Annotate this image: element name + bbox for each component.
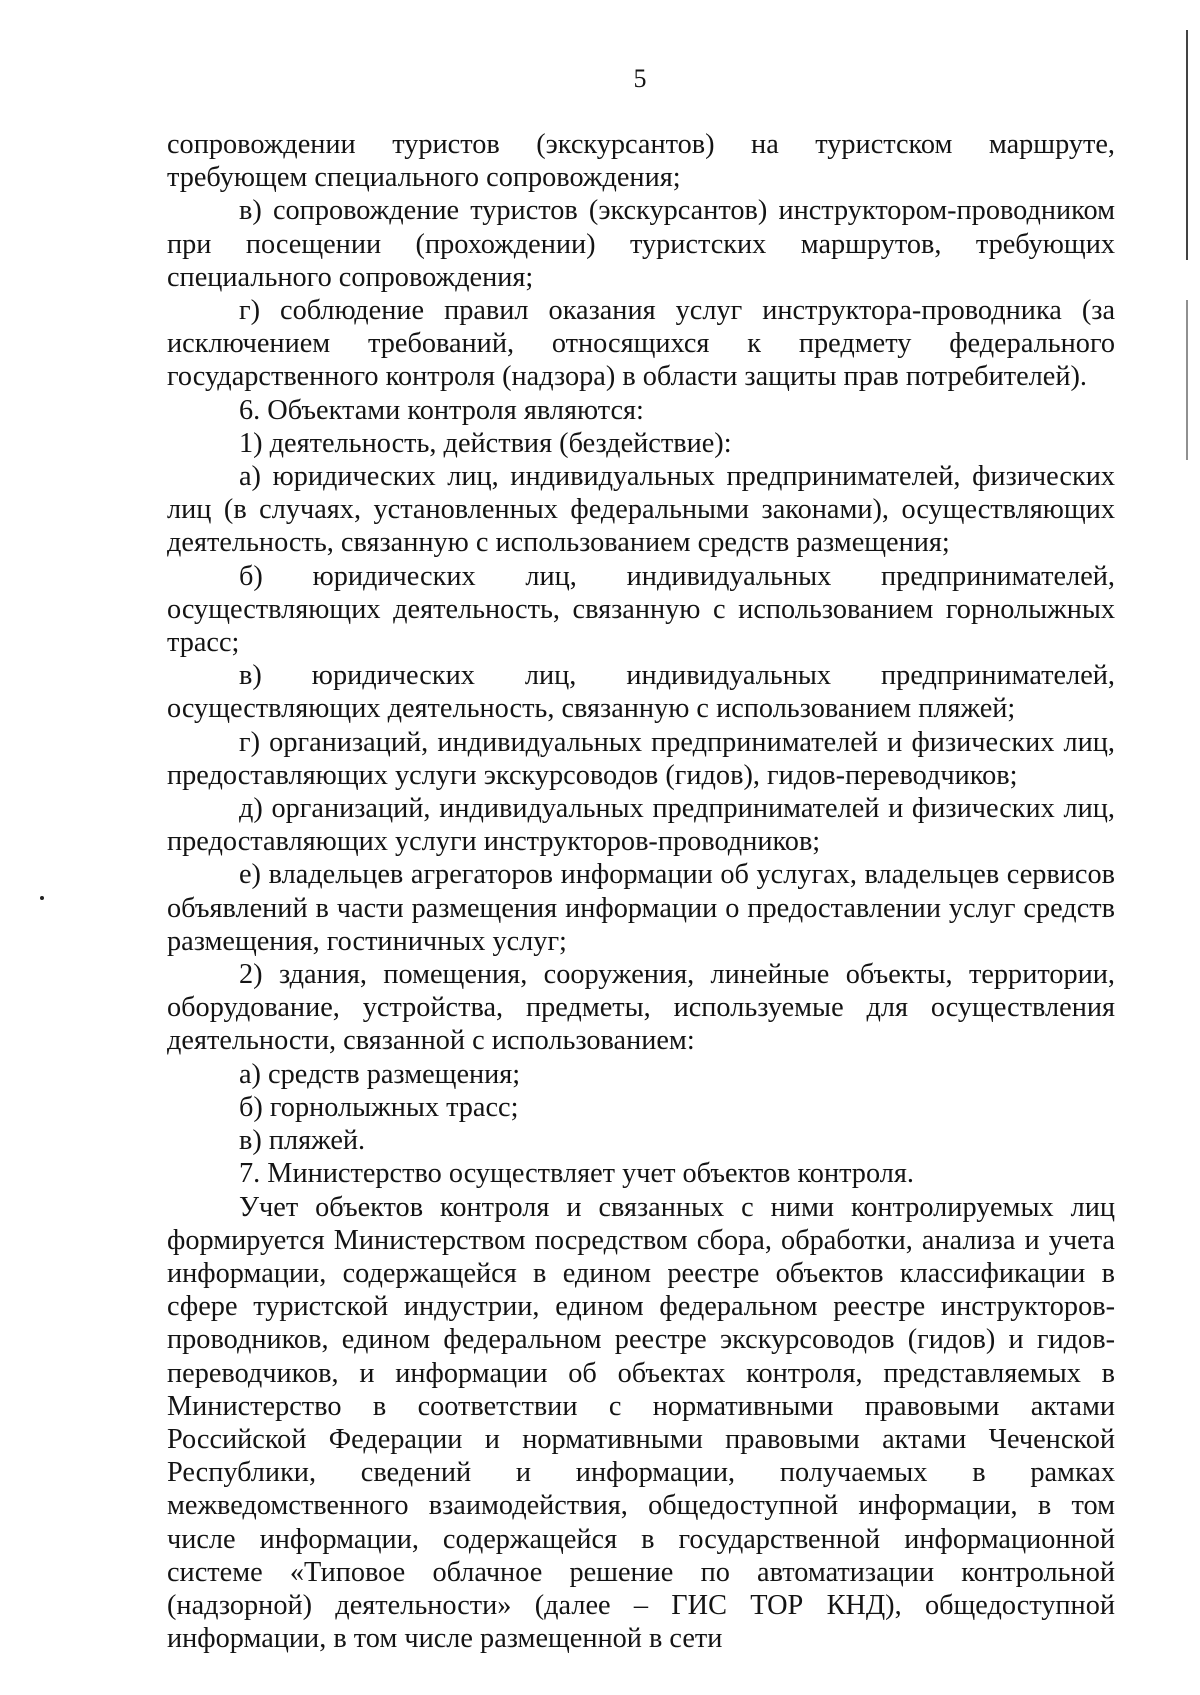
paragraph: в) сопровождение туристов (экскурсантов) инструктором-проводником при посещении (прохождении) туристских маршрутов, требующих специального сопровождения;: [167, 195, 1115, 293]
paragraph: а) средств размещения;: [239, 1058, 521, 1090]
paragraph: 1) деятельность, действия (бездействие):: [239, 427, 732, 459]
scan-edge-mark: [1186, 300, 1188, 460]
paragraph: д) организаций, индивидуальных предпринимателей и физических лиц, предоставляющих услуги инструкторов-проводников;: [167, 793, 1115, 858]
paragraph: 2) здания, помещения, сооружения, линейные объекты, территории, оборудование, устройства, предметы, используемые для осуществления деятельности, связанной с использованием:: [167, 959, 1115, 1057]
document-body: [167, 128, 1115, 1655]
paragraph: г) организаций, индивидуальных предпринимателей и физических лиц, предоставляющих услуги экскурсоводов (гидов), гидов-переводчиков;: [167, 726, 1115, 791]
page-number: 5: [633, 64, 647, 93]
paragraph: в) пляжей.: [239, 1125, 366, 1157]
paragraph: Учет объектов контроля и связанных с ними контролируемых лиц формируется Министерством посредством сбора, обработки, анализа и учета информации, содержащейся в едином реестре объектов классификации в сфере туристской индустрии, едином федеральном реестре инструкторов-проводников, едином федеральном реестре экскурсоводов (гидов) и гидов-переводчиков, и информации об объектах контроля, представляемых в Министерство в соответствии с нормативными правовыми актами Российской Федерации и нормативными правовыми актами Чеченской Республики, сведений и информации, получаемых в рамках межведомственного взаимодействия, общедоступной информации, в том числе информации, содержащейся в государственной информационной системе «Типовое облачное решение по автоматизации контрольной (надзорной) деятельности» (далее – ГИС ТОР КНД), общедоступной информации, в том числе размещенной в сети: [167, 1191, 1115, 1655]
scan-edge-mark: [1186, 30, 1188, 260]
paragraph: б) юридических лиц, индивидуальных предпринимателей, осуществляющих деятельность, связанную с использованием горнолыжных трасс;: [167, 560, 1115, 659]
section-heading: 7. Министерство осуществляет учет объектов контроля.: [239, 1158, 914, 1190]
scan-dot-mark: [40, 896, 44, 900]
paragraph: е) владельцев агрегаторов информации об услугах, владельцев сервисов объявлений в части размещения информации о предоставлении услуг средств размещения, гостиничных услуг;: [167, 859, 1115, 957]
paragraph: в) юридических лиц, индивидуальных предпринимателей, осуществляющих деятельность, связанную с использованием пляжей;: [167, 660, 1115, 725]
paragraph: г) соблюдение правил оказания услуг инструктора-проводника (за исключением требований, относящихся к предмету федерального государственного контроля (надзора) в области защиты прав потребителей).: [167, 295, 1115, 393]
paragraph: а) юридических лиц, индивидуальных предпринимателей, физических лиц (в случаях, установленных федеральными законами), осуществляющих деятельность, связанную с использованием средств размещения;: [167, 461, 1115, 559]
section-heading: 6. Объектами контроля являются:: [239, 394, 644, 426]
paragraph-continuation: сопровождении туристов (экскурсантов) на туристском маршруте, требующем специального сопровождения;: [167, 129, 1115, 194]
paragraph: б) горнолыжных трасс;: [239, 1091, 519, 1123]
